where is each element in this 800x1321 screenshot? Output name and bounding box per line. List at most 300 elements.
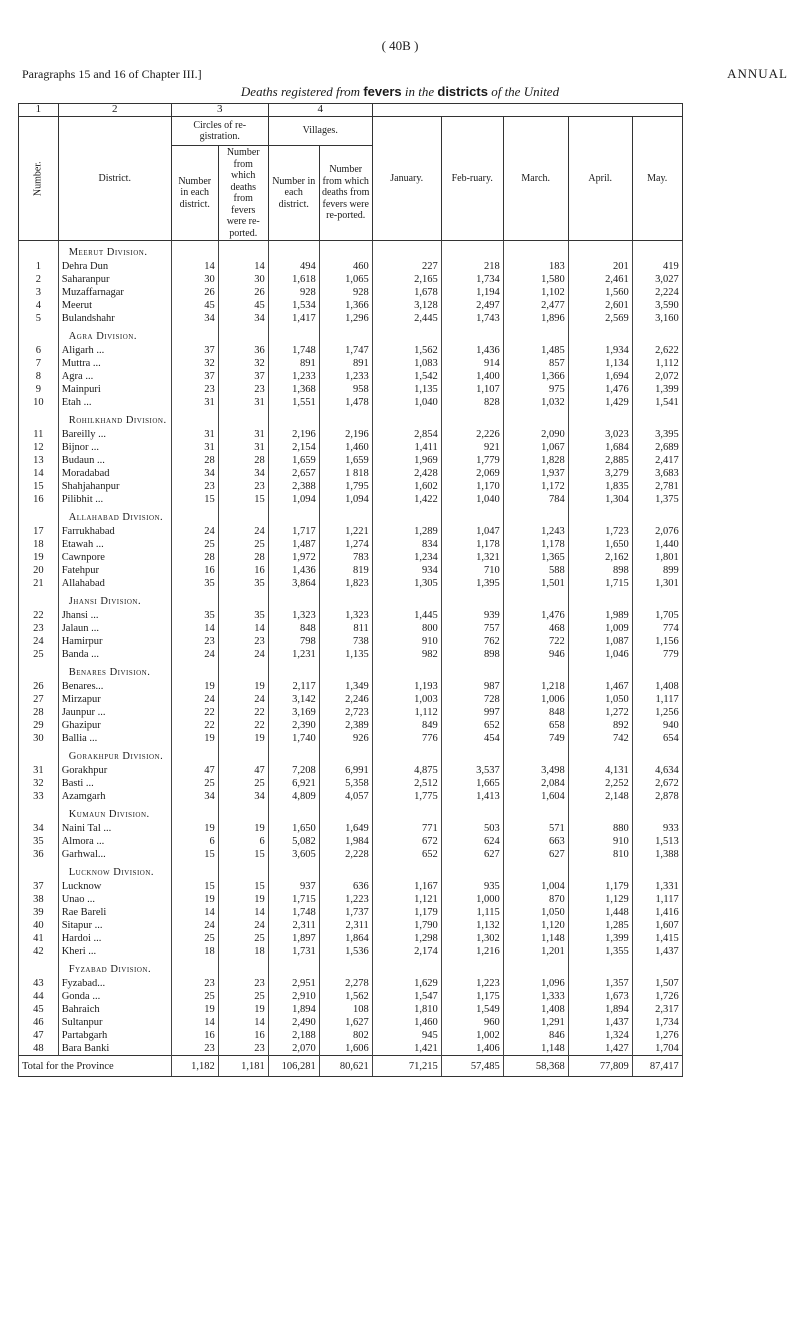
blank-cell — [171, 958, 218, 977]
data-cell: 1,440 — [632, 538, 682, 551]
data-cell: 1 818 — [319, 467, 372, 480]
data-cell: 14 — [218, 1016, 268, 1029]
blank-cell — [568, 409, 632, 428]
data-cell: 1,233 — [268, 370, 319, 383]
blank-cell — [632, 409, 682, 428]
data-cell: 1,368 — [268, 383, 319, 396]
blank-cell — [218, 958, 268, 977]
data-cell: 2,428 — [372, 467, 441, 480]
blank-cell — [441, 241, 503, 261]
total-value: 87,417 — [632, 1056, 682, 1077]
data-cell: 494 — [268, 260, 319, 273]
blank-cell — [268, 590, 319, 609]
data-cell: 1,726 — [632, 990, 682, 1003]
data-cell: 958 — [319, 383, 372, 396]
data-cell: 31 — [171, 441, 218, 454]
data-cell: 1,485 — [503, 344, 568, 357]
blank-cell — [372, 590, 441, 609]
data-cell: 6,921 — [268, 777, 319, 790]
data-cell: 2,388 — [268, 480, 319, 493]
table-row — [19, 945, 683, 958]
data-cell: 910 — [372, 635, 441, 648]
data-cell: 19 — [218, 1003, 268, 1016]
division-heading-row — [19, 661, 683, 680]
blank-cell — [441, 745, 503, 764]
data-cell: 36 — [218, 344, 268, 357]
data-cell: 108 — [319, 1003, 372, 1016]
data-cell: 1,002 — [441, 1029, 503, 1042]
data-cell: 946 — [503, 648, 568, 661]
data-cell: 783 — [319, 551, 372, 564]
serial-number: 18 — [19, 538, 59, 551]
serial-number: 35 — [19, 835, 59, 848]
data-cell: 1,969 — [372, 454, 441, 467]
serial-number: 44 — [19, 990, 59, 1003]
table-row — [19, 551, 683, 564]
serial-number: 21 — [19, 577, 59, 590]
data-cell: 2,188 — [268, 1029, 319, 1042]
data-cell: 35 — [171, 577, 218, 590]
blank-cell — [319, 803, 372, 822]
data-cell: 1,291 — [503, 1016, 568, 1029]
district-name: Jaunpur ... — [58, 706, 171, 719]
data-cell: 1,411 — [372, 441, 441, 454]
district-name: Gonda ... — [58, 990, 171, 1003]
data-cell: 1,285 — [568, 919, 632, 932]
district-name: Bareilly ... — [58, 428, 171, 441]
data-cell: 1,436 — [441, 344, 503, 357]
data-cell: 3,864 — [268, 577, 319, 590]
district-name: Shahjahanpur — [58, 480, 171, 493]
data-cell: 1,406 — [441, 1042, 503, 1056]
data-cell: 34 — [171, 312, 218, 325]
table-row — [19, 835, 683, 848]
table-row — [19, 273, 683, 286]
data-cell: 1,231 — [268, 648, 319, 661]
data-cell: 928 — [319, 286, 372, 299]
blank-cell — [319, 958, 372, 977]
data-cell: 1,170 — [441, 480, 503, 493]
district-name: Mainpuri — [58, 383, 171, 396]
data-cell: 35 — [218, 577, 268, 590]
district-name: Fatehpur — [58, 564, 171, 577]
division-name: Benares Division. — [58, 661, 171, 680]
blank-cell — [441, 958, 503, 977]
data-cell: 28 — [218, 454, 268, 467]
division-name: Rohilkhand Division. — [58, 409, 171, 428]
data-cell: 419 — [632, 260, 682, 273]
data-cell: 1,201 — [503, 945, 568, 958]
table-row — [19, 732, 683, 745]
blank-cell — [218, 745, 268, 764]
data-cell: 2,252 — [568, 777, 632, 790]
data-cell: 1,704 — [632, 1042, 682, 1056]
blank-cell — [218, 325, 268, 344]
data-cell: 2,672 — [632, 777, 682, 790]
data-cell: 2,854 — [372, 428, 441, 441]
data-cell: 914 — [441, 357, 503, 370]
data-cell: 1,894 — [268, 1003, 319, 1016]
data-cell: 1,864 — [319, 932, 372, 945]
table-row — [19, 538, 683, 551]
data-cell: 2,196 — [268, 428, 319, 441]
data-cell: 935 — [441, 880, 503, 893]
data-cell: 2,148 — [568, 790, 632, 803]
data-cell: 870 — [503, 893, 568, 906]
blank-cell — [171, 861, 218, 880]
data-cell: 1,047 — [441, 525, 503, 538]
blank-cell — [632, 958, 682, 977]
data-cell: 1,243 — [503, 525, 568, 538]
blank-cell — [503, 745, 568, 764]
data-cell: 846 — [503, 1029, 568, 1042]
fever-deaths-table — [18, 103, 683, 1077]
table-row — [19, 848, 683, 861]
blank-cell — [268, 661, 319, 680]
data-cell: 1,233 — [319, 370, 372, 383]
table-row — [19, 396, 683, 409]
data-cell: 1,172 — [503, 480, 568, 493]
serial-number: 24 — [19, 635, 59, 648]
serial-number: 17 — [19, 525, 59, 538]
subtitle-part: Deaths registered from — [240, 84, 361, 99]
data-cell: 3,498 — [503, 764, 568, 777]
data-cell: 1,121 — [372, 893, 441, 906]
division-heading-row — [19, 409, 683, 428]
data-cell: 1,218 — [503, 680, 568, 693]
table-row — [19, 344, 683, 357]
blank-cell — [268, 325, 319, 344]
data-cell: 23 — [171, 977, 218, 990]
table-row — [19, 525, 683, 538]
data-cell: 1,513 — [632, 835, 682, 848]
data-cell: 1,156 — [632, 635, 682, 648]
data-cell: 779 — [632, 648, 682, 661]
district-name: Meerut — [58, 299, 171, 312]
data-cell: 32 — [171, 357, 218, 370]
district-name: Jhansi ... — [58, 609, 171, 622]
blank-cell — [372, 745, 441, 764]
data-cell: 762 — [441, 635, 503, 648]
district-name: Bijnor ... — [58, 441, 171, 454]
district-name: Sitapur ... — [58, 919, 171, 932]
data-cell: 1,694 — [568, 370, 632, 383]
blank-cell — [19, 409, 59, 428]
data-cell: 5,358 — [319, 777, 372, 790]
data-cell: 3,395 — [632, 428, 682, 441]
table-row — [19, 299, 683, 312]
data-cell: 1,040 — [372, 396, 441, 409]
table-row — [19, 370, 683, 383]
data-cell: 1,715 — [568, 577, 632, 590]
data-cell: 2,490 — [268, 1016, 319, 1029]
serial-number: 22 — [19, 609, 59, 622]
data-cell: 28 — [218, 551, 268, 564]
serial-number: 25 — [19, 648, 59, 661]
data-cell: 15 — [218, 848, 268, 861]
data-cell: 1,606 — [319, 1042, 372, 1056]
data-cell: 2,165 — [372, 273, 441, 286]
data-cell: 2,090 — [503, 428, 568, 441]
data-cell: 1,748 — [268, 906, 319, 919]
data-cell: 1,132 — [441, 919, 503, 932]
blank-cell — [372, 803, 441, 822]
data-cell: 1,649 — [319, 822, 372, 835]
division-heading-row — [19, 745, 683, 764]
district-name: Farrukhabad — [58, 525, 171, 538]
blank-cell — [19, 506, 59, 525]
district-name: Agra ... — [58, 370, 171, 383]
data-cell: 1,324 — [568, 1029, 632, 1042]
data-cell: 1,366 — [503, 370, 568, 383]
table-body — [19, 241, 683, 1077]
data-cell: 2,657 — [268, 467, 319, 480]
data-cell: 1,094 — [268, 493, 319, 506]
data-cell: 2,390 — [268, 719, 319, 732]
column-number: 3 — [171, 104, 268, 117]
blank-cell — [503, 506, 568, 525]
table-row — [19, 312, 683, 325]
data-cell: 25 — [171, 777, 218, 790]
header-april: April. — [568, 117, 632, 241]
data-cell: 960 — [441, 1016, 503, 1029]
blank-cell — [568, 590, 632, 609]
data-cell: 1,135 — [372, 383, 441, 396]
data-cell: 1,437 — [568, 1016, 632, 1029]
data-cell: 35 — [171, 609, 218, 622]
district-name: Saharanpur — [58, 273, 171, 286]
table-row — [19, 1029, 683, 1042]
data-cell: 6 — [171, 835, 218, 848]
table-row — [19, 990, 683, 1003]
serial-number: 15 — [19, 480, 59, 493]
data-cell: 933 — [632, 822, 682, 835]
blank-cell — [372, 661, 441, 680]
data-cell: 1,400 — [441, 370, 503, 383]
serial-number: 27 — [19, 693, 59, 706]
data-cell: 1,050 — [503, 906, 568, 919]
data-cell: 4,057 — [319, 790, 372, 803]
data-cell: 1,117 — [632, 893, 682, 906]
table-row — [19, 286, 683, 299]
data-cell: 23 — [171, 635, 218, 648]
data-cell: 624 — [441, 835, 503, 848]
data-cell: 1,560 — [568, 286, 632, 299]
serial-number: 45 — [19, 1003, 59, 1016]
blank-cell — [268, 861, 319, 880]
data-cell: 1,357 — [568, 977, 632, 990]
data-cell: 1,429 — [568, 396, 632, 409]
data-cell: 1,934 — [568, 344, 632, 357]
data-cell: 14 — [218, 622, 268, 635]
data-cell: 24 — [171, 648, 218, 661]
data-cell: 19 — [218, 732, 268, 745]
blank-cell — [503, 803, 568, 822]
total-value: 80,621 — [319, 1056, 372, 1077]
table-row — [19, 693, 683, 706]
data-cell: 1,659 — [268, 454, 319, 467]
data-cell: 19 — [171, 822, 218, 835]
data-cell: 37 — [171, 370, 218, 383]
district-name: Hamirpur — [58, 635, 171, 648]
data-cell: 757 — [441, 622, 503, 635]
district-name: Ballia ... — [58, 732, 171, 745]
data-cell: 1,715 — [268, 893, 319, 906]
data-cell: 1,775 — [372, 790, 441, 803]
data-cell: 24 — [171, 693, 218, 706]
serial-number: 36 — [19, 848, 59, 861]
blank-cell — [632, 861, 682, 880]
blank-cell — [268, 241, 319, 261]
data-cell: 34 — [218, 312, 268, 325]
blank-cell — [171, 241, 218, 261]
serial-number: 13 — [19, 454, 59, 467]
data-cell: 1,801 — [632, 551, 682, 564]
data-cell: 2,084 — [503, 777, 568, 790]
data-cell: 22 — [218, 719, 268, 732]
division-name: Meerut Division. — [58, 241, 171, 261]
data-cell: 25 — [218, 990, 268, 1003]
data-cell: 636 — [319, 880, 372, 893]
data-cell: 14 — [218, 906, 268, 919]
data-cell: 2,226 — [441, 428, 503, 441]
data-cell: 828 — [441, 396, 503, 409]
data-cell: 3,128 — [372, 299, 441, 312]
data-cell: 15 — [218, 880, 268, 893]
data-cell: 1,000 — [441, 893, 503, 906]
data-cell: 1,408 — [503, 1003, 568, 1016]
data-cell: 460 — [319, 260, 372, 273]
data-cell: 2,910 — [268, 990, 319, 1003]
division-name: Fyzabad Division. — [58, 958, 171, 977]
blank-cell — [19, 958, 59, 977]
data-cell: 997 — [441, 706, 503, 719]
data-cell: 1,112 — [632, 357, 682, 370]
serial-number: 39 — [19, 906, 59, 919]
data-cell: 183 — [503, 260, 568, 273]
data-cell: 2,224 — [632, 286, 682, 299]
data-cell: 30 — [171, 273, 218, 286]
district-name: Bahraich — [58, 1003, 171, 1016]
header-march: March. — [503, 117, 568, 241]
data-cell: 1,476 — [503, 609, 568, 622]
blank-cell — [19, 803, 59, 822]
serial-number: 11 — [19, 428, 59, 441]
blank-cell — [568, 325, 632, 344]
division-heading-row — [19, 803, 683, 822]
table-row — [19, 441, 683, 454]
district-name: Moradabad — [58, 467, 171, 480]
data-cell: 784 — [503, 493, 568, 506]
blank-cell — [19, 590, 59, 609]
district-name: Muttra ... — [58, 357, 171, 370]
data-cell: 2,072 — [632, 370, 682, 383]
division-heading-row — [19, 325, 683, 344]
data-cell: 1,478 — [319, 396, 372, 409]
data-cell: 939 — [441, 609, 503, 622]
table-row — [19, 764, 683, 777]
data-cell: 1,717 — [268, 525, 319, 538]
data-cell: 1,460 — [319, 441, 372, 454]
district-name: Dehra Dun — [58, 260, 171, 273]
data-cell: 710 — [441, 564, 503, 577]
data-cell: 1,779 — [441, 454, 503, 467]
blank-cell — [171, 325, 218, 344]
data-cell: 1,731 — [268, 945, 319, 958]
serial-number: 4 — [19, 299, 59, 312]
district-name: Jalaun ... — [58, 622, 171, 635]
table-row — [19, 648, 683, 661]
data-cell: 1,399 — [632, 383, 682, 396]
data-cell: 1,148 — [503, 1042, 568, 1056]
data-cell: 1,476 — [568, 383, 632, 396]
header-villages-from: Number from which deaths from fevers were re-ported. — [319, 146, 372, 241]
serial-number: 8 — [19, 370, 59, 383]
total-value: 71,215 — [372, 1056, 441, 1077]
data-cell: 25 — [218, 538, 268, 551]
district-name: Allahabad — [58, 577, 171, 590]
blank-cell — [268, 803, 319, 822]
serial-number: 41 — [19, 932, 59, 945]
data-cell: 1,135 — [319, 648, 372, 661]
data-cell: 1,740 — [268, 732, 319, 745]
data-cell: 25 — [218, 932, 268, 945]
data-cell: 800 — [372, 622, 441, 635]
blank-cell — [441, 325, 503, 344]
data-cell: 19 — [171, 680, 218, 693]
blank-cell — [268, 409, 319, 428]
data-cell: 810 — [568, 848, 632, 861]
data-cell: 819 — [319, 564, 372, 577]
data-cell: 25 — [171, 932, 218, 945]
data-cell: 892 — [568, 719, 632, 732]
data-cell: 928 — [268, 286, 319, 299]
data-cell: 898 — [441, 648, 503, 661]
data-cell: 1,298 — [372, 932, 441, 945]
district-name: Bulandshahr — [58, 312, 171, 325]
data-cell: 23 — [218, 480, 268, 493]
data-cell: 2,477 — [503, 299, 568, 312]
blank-cell — [372, 409, 441, 428]
data-cell: 1,894 — [568, 1003, 632, 1016]
data-cell: 1,748 — [268, 344, 319, 357]
data-cell: 468 — [503, 622, 568, 635]
data-cell: 5,082 — [268, 835, 319, 848]
data-cell: 658 — [503, 719, 568, 732]
data-cell: 1,604 — [503, 790, 568, 803]
data-cell: 1,272 — [568, 706, 632, 719]
total-label: Total for the Province — [19, 1056, 172, 1077]
table-subtitle — [0, 84, 800, 100]
data-cell: 1,065 — [319, 273, 372, 286]
data-cell: 848 — [503, 706, 568, 719]
data-cell: 25 — [171, 990, 218, 1003]
data-cell: 891 — [268, 357, 319, 370]
data-cell: 652 — [441, 719, 503, 732]
data-cell: 2,389 — [319, 719, 372, 732]
district-name: Unao ... — [58, 893, 171, 906]
data-cell: 1,096 — [503, 977, 568, 990]
division-name: Lucknow Division. — [58, 861, 171, 880]
data-cell: 14 — [171, 1016, 218, 1029]
data-cell: 1,117 — [632, 693, 682, 706]
data-cell: 3,279 — [568, 467, 632, 480]
data-cell: 2,069 — [441, 467, 503, 480]
data-cell: 899 — [632, 564, 682, 577]
data-cell: 1,234 — [372, 551, 441, 564]
blank-cell — [372, 958, 441, 977]
district-name: Almora ... — [58, 835, 171, 848]
